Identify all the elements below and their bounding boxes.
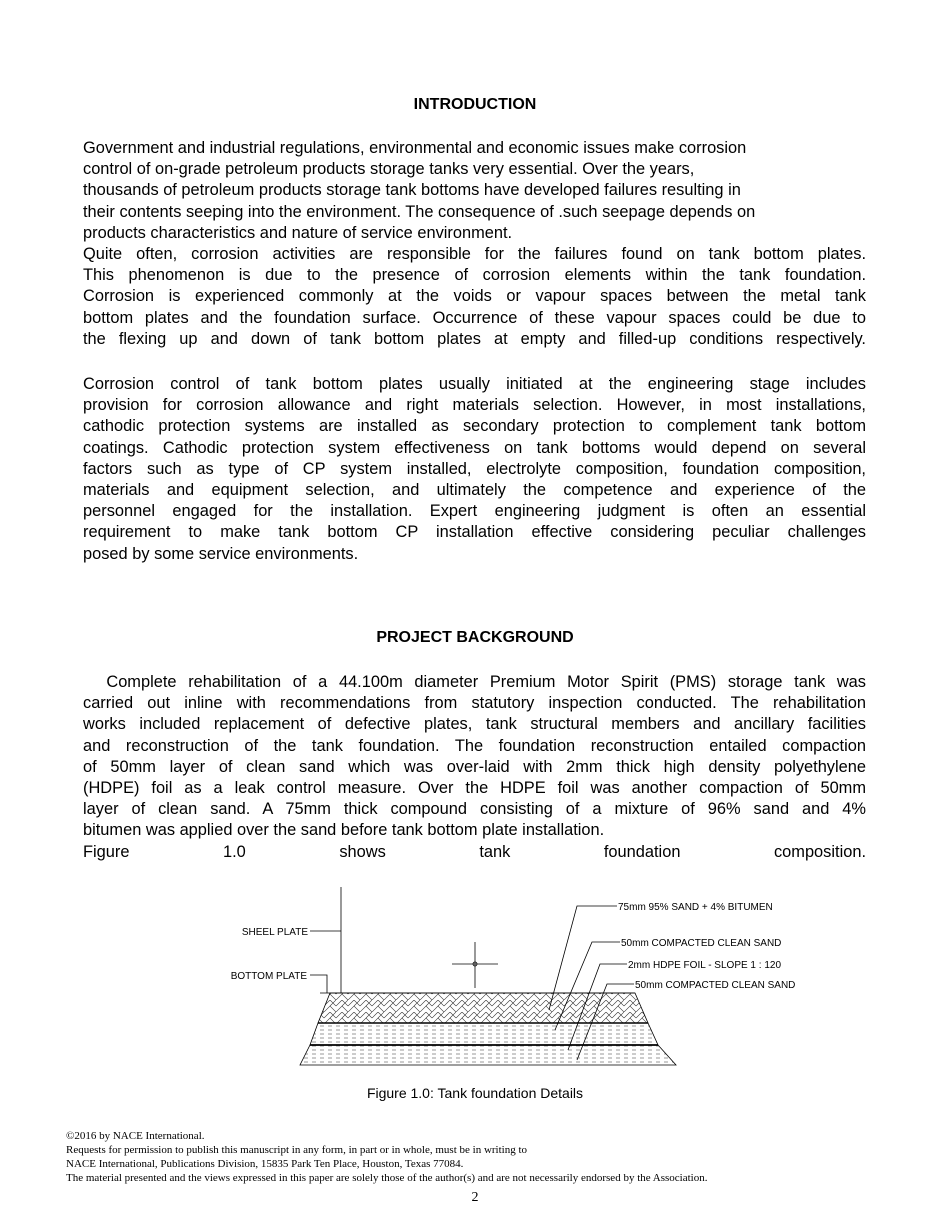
text-line: cathodic protection systems are installed as secondary protection to complement tank bottom: [83, 417, 866, 436]
project-background-heading: PROJECT BACKGROUND: [376, 629, 574, 646]
layer-label: 2mm HDPE FOIL - SLOPE 1 : 120: [628, 960, 782, 971]
text-line: personnel engaged for the installation. Expert engineering judgment is often an essential: [83, 502, 866, 521]
text-line: provision for corrosion allowance and right materials selection. However, in most installations,: [83, 396, 866, 415]
text-line: Complete rehabilitation of a 44.100m diameter Premium Motor Spirit (PMS) storage tank was: [83, 673, 866, 691]
text-line: Corrosion is experienced commonly at the voids or vapour spaces between the metal tank: [83, 287, 866, 306]
text-line: Quite often, corrosion activities are responsible for the failures found on tank bottom plates.: [83, 245, 866, 263]
text-line: bitumen was applied over the sand before tank bottom plate installation.: [83, 821, 605, 840]
compacted-sand-layer-upper: [310, 1023, 658, 1045]
text-line: posed by some service environments.: [83, 544, 359, 563]
text-line: the flexing up and down of tank bottom plates at empty and filled-up conditions respectively.: [83, 329, 866, 348]
text-line: factors such as type of CP system installed, electrolyte composition, foundation composition,: [83, 459, 866, 478]
text-line: thousands of petroleum products storage tank bottoms have developed failures resulting in: [83, 181, 741, 200]
text-line: of 50mm layer of clean sand which was over-laid with 2mm thick high density polyethylene: [83, 757, 866, 776]
text-line: (HDPE) foil as a leak control measure. Over the HDPE foil was another compaction of 50mm: [83, 778, 866, 797]
text-line: requirement to make tank bottom CP installation effective considering peculiar challenges: [83, 523, 866, 542]
text-line: bottom plates and the foundation surface. Occurrence of these vapour spaces could be due to: [83, 308, 866, 327]
text-line: coatings. Cathodic protection system effectiveness on tank bottoms would depend on several: [83, 438, 866, 457]
bitumen-sand-layer: [318, 993, 648, 1023]
layer-label: 75mm 95% SAND + 4% BITUMEN: [618, 902, 773, 913]
text-line: their contents seeping into the environment. The consequence of .such seepage depends on: [83, 202, 756, 221]
text-line: materials and equipment selection, and ultimately the competence and experience of the: [83, 480, 866, 499]
intro-paragraph-1: [83, 138, 866, 244]
text-line: works included replacement of defective plates, tank structural members and ancillary facilities: [83, 715, 866, 734]
layer-label: 50mm COMPACTED CLEAN SAND: [621, 938, 782, 949]
copyright-footer: [66, 1129, 707, 1185]
introduction-heading: INTRODUCTION: [413, 96, 537, 113]
intro-paragraph-2: [83, 244, 866, 350]
text-line: control of on-grade petroleum products storage tanks very essential. Over the years,: [83, 160, 695, 179]
footer-line: ©2016 by NACE International.: [66, 1130, 205, 1142]
footer-line: Requests for permission to publish this manuscript in any form, in part or in whole, must be in writing to: [66, 1144, 528, 1156]
tank-foundation-figure: [0, 880, 950, 1075]
intro-paragraph-3: [83, 374, 866, 565]
text-line: Corrosion control of tank bottom plates usually initiated at the engineering stage includes: [83, 375, 866, 393]
text-line: carried out inline with recommendations from statutory inspection conducted. The rehabilitation: [83, 694, 866, 713]
figure-caption: Figure 1.0: Tank foundation Details: [366, 1085, 584, 1101]
page-number: 2: [471, 1190, 479, 1205]
text-line: products characteristics and nature of service environment.: [83, 223, 513, 242]
footer-line: The material presented and the views expressed in this paper are solely those of the author(s) and are not necessarily endorsed by the Association.: [66, 1172, 708, 1184]
shell-plate-label: SHEEL PLATE: [241, 927, 308, 938]
text-line: Figure 1.0 shows tank foundation composition.: [83, 842, 866, 861]
compacted-sand-layer-lower: [300, 1045, 676, 1065]
bottom-plate-label: BOTTOM PLATE: [230, 971, 307, 982]
text-line: and reconstruction of the tank foundation. The foundation reconstruction entailed compaction: [83, 736, 866, 755]
text-line: layer of clean sand. A 75mm thick compound consisting of a mixture of 96% sand and 4%: [83, 800, 866, 819]
background-paragraph-1: [83, 672, 866, 863]
layer-label: 50mm COMPACTED CLEAN SAND: [635, 980, 796, 991]
footer-line: NACE International, Publications Division, 15835 Park Ten Place, Houston, Texas 77084.: [66, 1158, 464, 1170]
text-line: This phenomenon is due to the presence of corrosion elements within the tank foundation.: [83, 266, 866, 285]
text-line: Government and industrial regulations, environmental and economic issues make corrosion: [83, 139, 747, 157]
